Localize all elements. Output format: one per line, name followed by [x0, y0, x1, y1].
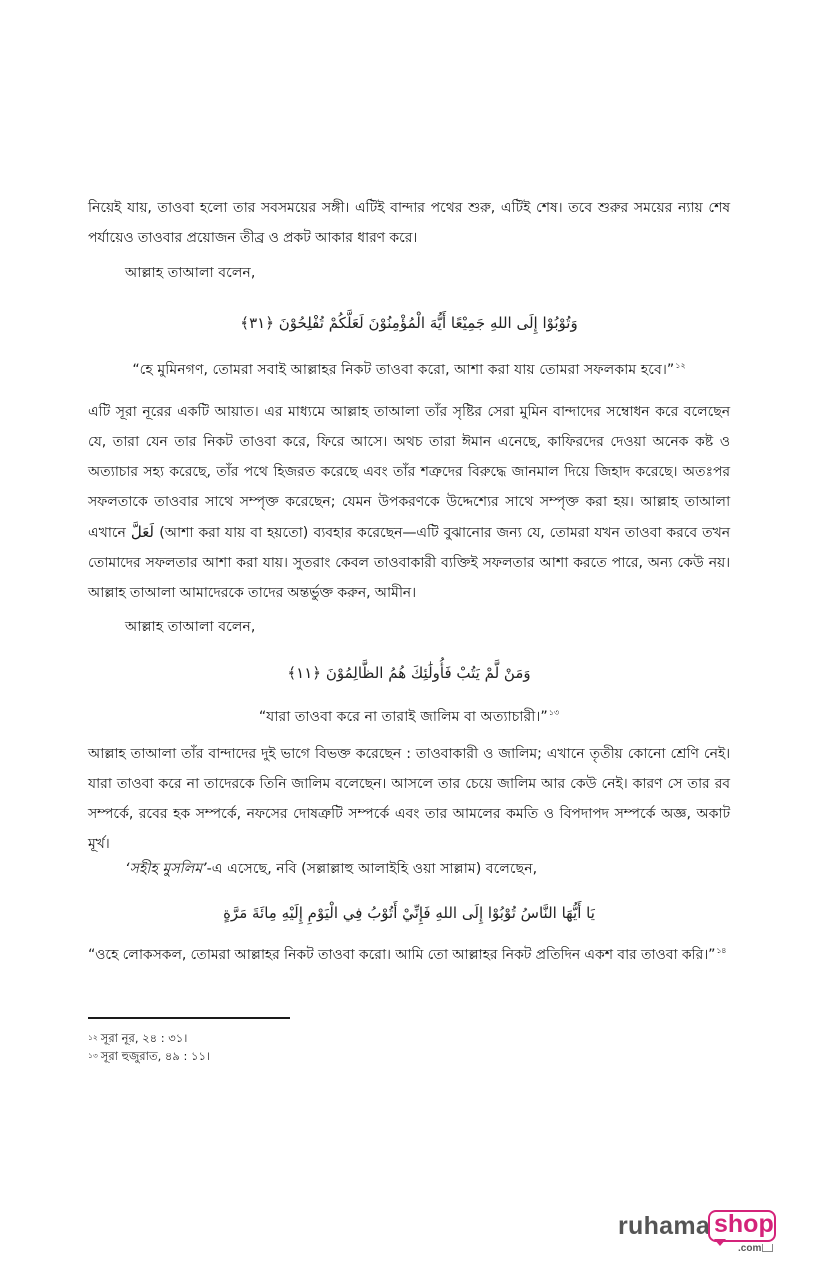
translation-3 [88, 940, 730, 970]
quote-intro-2: আল্লাহ তাআলা বলেন, [125, 619, 256, 635]
logo-text-shop: shop [714, 1210, 774, 1238]
footnote-text: সূরা হুজুরাত, ৪৯ : ১১। [100, 1049, 211, 1063]
inline-arabic-word: لَعَلَّ [130, 523, 154, 541]
translation-2 [88, 702, 730, 732]
footnote-ref-14[interactable]: ১৪ [716, 946, 727, 955]
translation-1 [88, 355, 730, 385]
footnote-divider [88, 1017, 290, 1019]
quote-intro-3-text: -এ এসেছে, নবি (সল্লাল্লাহু আলাইহি ওয়া সাল্লাম) বলেছেন, [206, 861, 538, 877]
paragraph-classification: আল্লাহ তাআলা তাঁর বান্দাদের দুই ভাগে বিভক্ত করেছেন : তাওবাকারী ও জালিম; এখানে তৃতীয় কোনো শ্রেণি নেই। যারা তাওবা করে না তাদেরকে তিনি জালিম বলেছেন। আসলে তার চেয়ে জালিম আর কেউ নেই। কারণ সে তার রব সম্পর্কে, রবের হক সম্পর্কে, নফসের দোষত্রুটি সম্পর্কে এবং তার আমলের কমতি ও বিপদাপদ সম্পর্কে অজ্ঞ, অকাট মূর্খ। [88, 746, 730, 852]
logo-bubble-tail [714, 1239, 726, 1246]
logo-domain-suffix [738, 1243, 773, 1254]
footnote-13 [88, 1048, 210, 1064]
ruhamashop-logo [618, 1210, 783, 1262]
logo-text-com: .com [738, 1243, 762, 1254]
arabic-verse-2: وَمَنْ لَّمْ يَتُبْ فَأُولَٰئِكَ هُمُ الظَّالِمُوْنَ ﴿١١﴾ [287, 664, 531, 682]
arabic-hadith: يَا أَيُّهَا النَّاسُ تُوْبُوْا إِلَى اللهِ فَإِنِّيْ أَتُوْبُ فِي الْيَوْمِ إِلَيْهِ مِائَةَ مَرَّةٍ [223, 904, 595, 922]
quote-intro-1: আল্লাহ তাআলা বলেন, [125, 265, 256, 281]
footnote-ref-12[interactable]: ১২ [675, 361, 686, 370]
translation-3-text: “ওহে লোকসকল, তোমরা আল্লাহর নিকট তাওবা করো। আমি তো আল্লাহর নিকট প্রতিদিন একশ বার তাওবা করি।” [88, 947, 716, 963]
footnote-12 [88, 1030, 187, 1046]
arabic-verse-1: وَتُوْبُوْا إِلَى اللهِ جَمِيْعًا أَيُّهَ الْمُؤْمِنُوْنَ لَعَلَّكُمْ تُفْلِحُوْنَ ﴿٣١﴾ [240, 314, 578, 332]
paragraph-explanation [88, 397, 730, 608]
footnote-number: ১২ [88, 1033, 98, 1042]
source-title: ‘সহীহ মুসলিম’ [125, 861, 207, 877]
paragraph-explanation-part2: (আশা করা যায় বা হয়তো) ব্যবহার করেছেন—এটি বুঝানোর জন্য যে, তোমরা যখন তাওবা করবে তখন তোমাদের সফলতার আশা করা যায়। সুতরাং কেবল তাওবাকারী ব্যক্তিই সফলতার আশা করতে পারে, অন্য কেউ নয়। আল্লাহ তাআলা আমাদেরকে তাদের অন্তর্ভুক্ত করুন, আমীন। [88, 525, 730, 601]
translation-2-text: “যারা তাওবা করে না তারাই জালিম বা অত্যাচারী।” [258, 709, 548, 725]
paragraph-explanation-part1: এটি সূরা নূরের একটি আয়াত। এর মাধ্যমে আল্লাহ তাআলা তাঁর সৃষ্টির সেরা মুমিন বান্দাদের সম্বোধন করে বলেছেন যে, তারা যেন তার নিকট তাওবা করে, ফিরে আসে। অথচ তারা ঈমান এনেছে, কাফিরদের দেওয়া অনেক কষ্ট ও অত্যাচার সহ্য করেছে, তাঁর পথে হিজরত করেছে এবং তাঁর শত্রুদের বিরুদ্ধে জানমাল দিয়ে জিহাদ করেছে। অতঃপর সফলতাকে তাওবার সাথে সম্পৃক্ত করেছেন; যেমন উপকরণকে উদ্দেশ্যের সাথে সম্পৃক্ত করা হয়। আল্লাহ তাআলা এখানে [88, 404, 730, 541]
footnote-number: ১৩ [88, 1051, 98, 1060]
cart-icon [762, 1244, 773, 1252]
logo-text-ruhama: ruhama [618, 1212, 711, 1240]
footnote-ref-13[interactable]: ১৩ [548, 708, 560, 717]
paragraph-continued: নিয়েই যায়, তাওবা হলো তার সবসময়ের সঙ্গী। এটিই বান্দার পথের শুরু, এটিই শেষ। তবে শুরুর সময়ের ন্যায় শেষ পর্যায়েও তাওবার প্রয়োজন তীব্র ও প্রকট আকার ধারণ করে। [88, 200, 730, 246]
translation-1-text: “হে মুমিনগণ, তোমরা সবাই আল্লাহর নিকট তাওবা করো, আশা করা যায় তোমরা সফলকাম হবে।” [132, 362, 675, 378]
quote-intro-3 [125, 854, 537, 884]
footnote-text: সূরা নূর, ২৪ : ৩১। [100, 1031, 188, 1045]
logo-speech-bubble [708, 1210, 776, 1242]
